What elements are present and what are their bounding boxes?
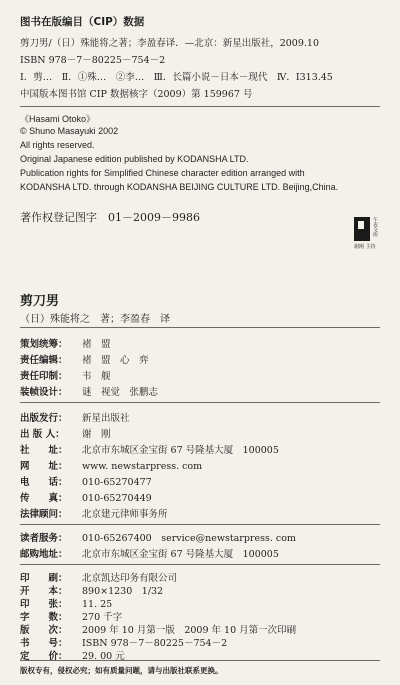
copyright-notice: © Shuno Masayuki 2002	[20, 126, 119, 136]
field-label: 传 真：	[20, 493, 68, 504]
field-label: 字 数：	[20, 612, 68, 623]
field-value: 010-65270477	[82, 477, 152, 488]
field-label: 读者服务：	[20, 533, 68, 544]
field-label: 责任编辑：	[20, 355, 68, 366]
publishing-row	[20, 410, 130, 424]
field-label: 书 号：	[20, 638, 68, 649]
field-value: 谢 刚	[82, 429, 111, 440]
publishing-row	[20, 474, 152, 488]
staff-row	[20, 368, 111, 382]
staff-row	[20, 384, 158, 398]
field-label: 装帧设计：	[20, 387, 68, 398]
field-label: 法律顾问：	[20, 509, 68, 520]
logo-text: 午夜文库	[372, 217, 378, 237]
divider	[20, 660, 380, 661]
field-value: 890×1230 1/32	[82, 586, 164, 597]
field-label: 出版发行：	[20, 413, 68, 424]
cip-line: 中国版本图书馆 CIP 数据核字（2009）第 159967 号	[20, 89, 253, 100]
field-label: 网 址：	[20, 461, 68, 472]
publishing-row	[20, 458, 202, 472]
cip-line: Ⅰ．剪… Ⅱ．①殊… ②李… Ⅲ．长篇小说－日本－现代 Ⅳ．I313.45	[20, 72, 333, 83]
publisher-logo	[354, 217, 384, 250]
cip-line: 剪刀男/（日）殊能将之著；李盈春译．—北京：新星出版社，2009.10	[20, 38, 319, 49]
divider	[20, 106, 380, 107]
field-value: 谜 视觉 张鹏志	[82, 387, 159, 398]
spec-row	[20, 583, 163, 597]
spec-row	[20, 609, 122, 623]
rights-reserved: All rights reserved.	[20, 140, 95, 150]
staff-row	[20, 336, 111, 350]
field-value: 褚 盟	[82, 339, 111, 350]
field-value: 010-65267400 service@newstarpress. com	[82, 533, 296, 544]
divider	[20, 524, 380, 525]
field-label: 社 址：	[20, 445, 68, 456]
divider	[20, 402, 380, 403]
copyright-registration: 著作权登记图字 01－2009－9986	[20, 211, 200, 224]
field-label: 责任印制：	[20, 371, 68, 382]
field-label: 开 本：	[20, 586, 68, 597]
original-title: 《Hasami Otoko》	[20, 114, 96, 124]
publishing-row	[20, 506, 168, 520]
cip-line: ISBN 978－7－80225－754－2	[20, 55, 166, 66]
field-label: 策划统筹：	[20, 339, 68, 350]
publishing-row	[20, 426, 111, 440]
field-value: 北京凯达印务有限公司	[82, 573, 178, 584]
divider	[20, 564, 380, 565]
field-label: 版 次：	[20, 625, 68, 636]
field-label: 印 张：	[20, 599, 68, 610]
field-value: 29. 00 元	[82, 651, 125, 662]
spec-row	[20, 622, 296, 636]
field-label: 出 版 人：	[20, 429, 65, 440]
field-label: 电 话：	[20, 477, 68, 488]
spec-row	[20, 635, 227, 649]
field-value: 北京市东城区金宝街 67 号隆基大厦 100005	[82, 549, 279, 560]
field-value: 010-65270449	[82, 493, 152, 504]
rights-footer: 版权专有，侵权必究；如有质量问题，请与出版社联系更换。	[20, 666, 223, 675]
original-edition: Original Japanese edition published by KODANSHA LTD.	[20, 154, 249, 164]
service-row	[20, 546, 279, 560]
field-value: 褚 盟 心 弈	[82, 355, 149, 366]
field-value: 11. 25	[82, 599, 113, 610]
field-label: 印 刷：	[20, 573, 68, 584]
field-value: 2009 年 10 月第一版 2009 年 10 月第一次印刷	[82, 625, 297, 636]
book-author: （日）殊能将之 著；李盈春 译	[20, 314, 170, 325]
field-value: 270 千字	[82, 612, 123, 623]
field-value: 北京建元律师事务所	[82, 509, 168, 520]
staff-row	[20, 352, 149, 366]
field-label: 邮购地址：	[20, 549, 68, 560]
logo-mark	[354, 217, 370, 241]
spec-row	[20, 596, 112, 610]
field-value: 新星出版社	[82, 413, 130, 424]
book-title: 剪刀男	[20, 294, 60, 309]
field-value: ISBN 978－7－80225－754－2	[82, 638, 228, 649]
field-value: 韦 舰	[82, 371, 111, 382]
field-value: 北京市东城区金宝街 67 号隆基大厦 100005	[82, 445, 279, 456]
spec-row	[20, 570, 177, 584]
divider	[20, 327, 380, 328]
publication-agent: KODANSHA LTD. through KODANSHA BEIJING CULTURE LTD. Beijing,China.	[20, 182, 339, 192]
publication-rights: Publication rights for Simplified Chinese character edition arranged with	[20, 168, 305, 178]
logo-caption: 谢刚 主持	[354, 244, 376, 250]
publishing-row	[20, 442, 279, 456]
field-label: 定 价：	[20, 651, 68, 662]
field-value: www. newstarpress. com	[82, 461, 203, 472]
publishing-row	[20, 490, 152, 504]
cip-title: 图书在版编目（CIP）数据	[20, 16, 145, 28]
service-row	[20, 530, 296, 544]
